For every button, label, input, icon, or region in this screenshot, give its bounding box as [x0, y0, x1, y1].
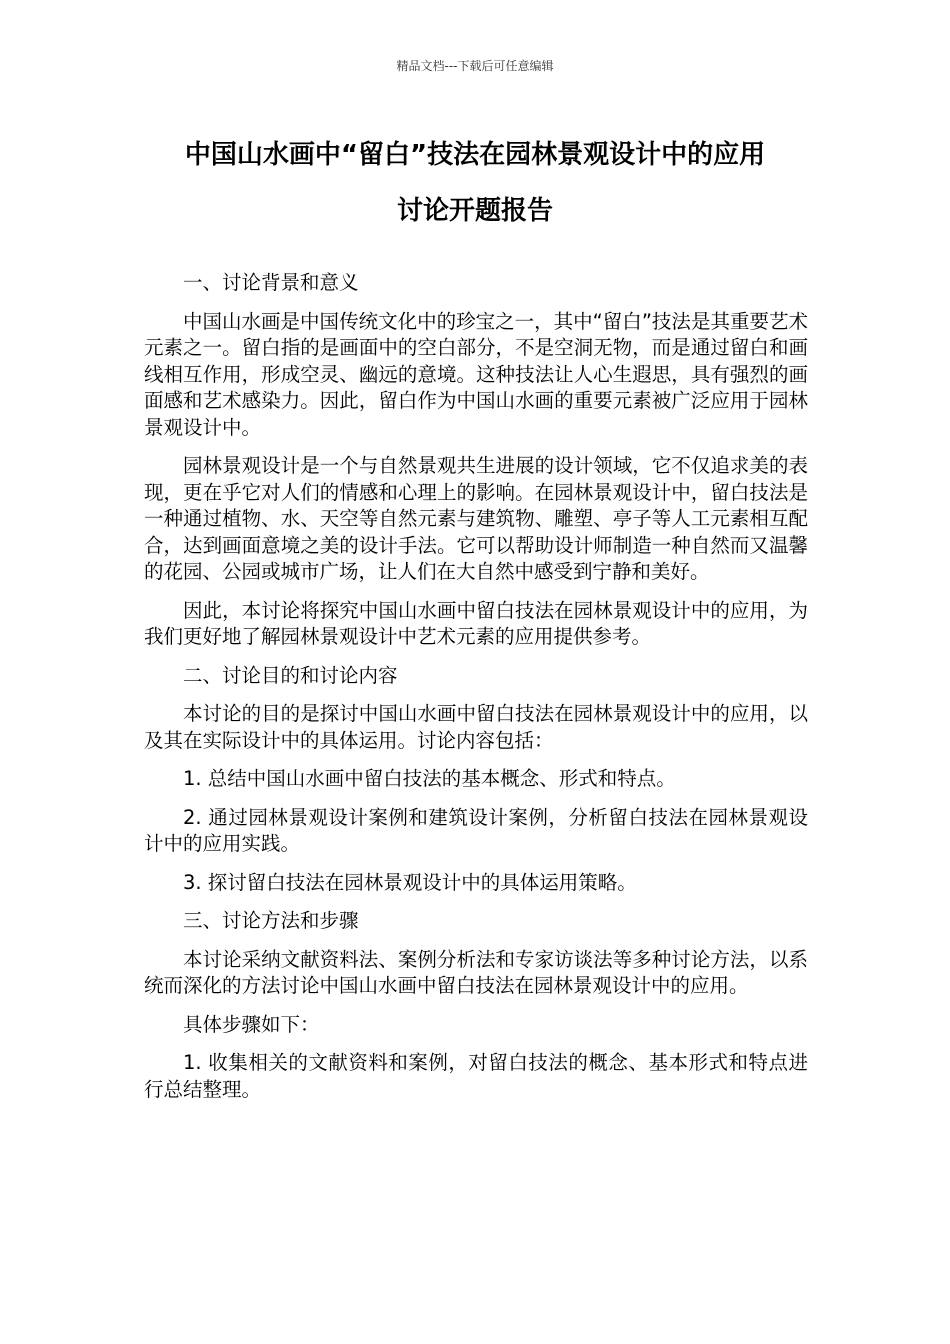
list-item: 1. 收集相关的文献资料和案例，对留白技法的概念、基本形式和特点进行总结整理。 [144, 1051, 808, 1101]
document-title-line-1: 中国山水画中“留白”技法在园林景观设计中的应用 [184, 140, 766, 170]
paragraph: 具体步骤如下： [183, 1012, 320, 1036]
section-heading: 三、讨论方法和步骤 [183, 909, 359, 932]
list-item: 2. 通过园林景观设计案例和建筑设计案例，分析留白技法在园林景观设计中的应用实践。 [144, 805, 808, 855]
list-item: 3. 探讨留白技法在园林景观设计中的具体运用策略。 [183, 870, 637, 894]
paragraph: 中国山水画是中国传统文化中的珍宝之一，其中“留白”技法是其重要艺术元素之一。留白指的是画面中的空白部分，不是空洞无物，而是通过留白和画线相互作用，形成空灵、幽远的意境。这种技法让人心生遐思，具有强烈的画面感和艺术感染力。因此，留白作为中国山水画的重要元素被广泛应用于园林景观设计中。 [144, 309, 808, 439]
section-heading: 二、讨论目的和讨论内容 [183, 663, 398, 687]
paragraph: 园林景观设计是一个与自然景观共生进展的设计领域，它不仅追求美的表现，更在乎它对人们的情感和心理上的影响。在园林景观设计中，留白技法是一种通过植物、水、天空等自然元素与建筑物、雕塑、亭子等人工元素相互配合，达到画面意境之美的设计手法。它可以帮助设计师制造一种自然而又温馨的花园、公园或城市广场，让人们在大自然中感受到宁静和美好。 [144, 454, 808, 583]
section-heading: 一、讨论背景和意义 [183, 271, 359, 294]
document-title-line-2: 讨论开题报告 [396, 196, 553, 226]
paragraph: 因此，本讨论将探究中国山水画中留白技法在园林景观设计中的应用，为我们更好地了解园林景观设计中艺术元素的应用提供参考。 [144, 598, 808, 648]
header-note: 精品文档---下载后可任意编辑 [396, 59, 554, 73]
paragraph: 本讨论采纳文献资料法、案例分析法和专家访谈法等多种讨论方法，以系统而深化的方法讨论中国山水画中留白技法在园林景观设计中的应用。 [144, 947, 808, 997]
paragraph: 本讨论的目的是探讨中国山水画中留白技法在园林景观设计中的应用，以及其在实际设计中的具体运用。讨论内容包括： [144, 702, 808, 752]
document-body [144, 270, 808, 1115]
list-item: 1. 总结中国山水画中留白技法的基本概念、形式和特点。 [183, 767, 676, 790]
